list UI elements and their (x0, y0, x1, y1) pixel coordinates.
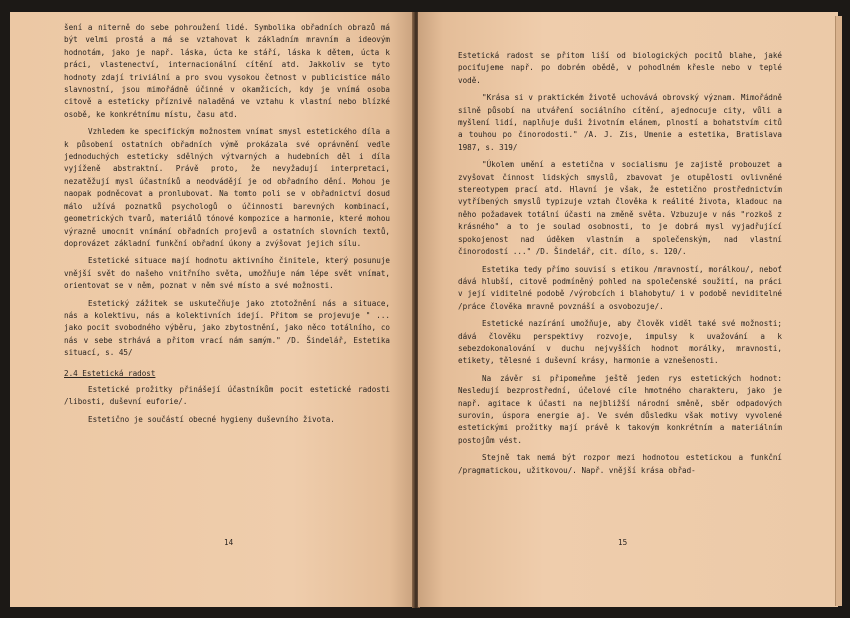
right-page (418, 12, 838, 607)
left-paragraph-6: Estetično je součástí obecné hygieny duševního života. (88, 414, 335, 424)
right-paragraph-5: Estetické nazírání umožňuje, aby člověk viděl také své možnosti; dává člověku perspektivy rozvoje, impulsy k uvažování a k sebezdokonalování v duchu nejvyšších hodnot morálky, mravnosti, etikety, tělesné i duševní krásy, harmonie a vznešenosti. (458, 319, 782, 366)
right-paragraph-3: "Úkolem umění a estetična v socialismu je zajistě probouzet a zvyšovat činnost lidských smyslů, zbavovat je otupělosti ovlivněné stereotypem prací atd. Hlavní je však, že estetično prostřednictvím vytříbených smyslů typizuje vztah člověka k reálité života, kladouc na něho požadavek totální účasti na změně světa. Vzbuzuje v nás "rozkoš z krásného" a to je soulad osobnosti, to je dobrá mysl vyjadřující spokojenost nad úděkem vlastním a společenským, nad vlastní činorodostí ..." /D. Šindelář, cit. dílo, s. 120/. (458, 160, 782, 257)
right-paragraph-2: "Krása si v praktickém životě uchovává obrovský význam. Mimořádně silně působí na utváření sociálního cítění, ajednocuje city, vůli a myšlení lidí, naplňuje duši životním elánem, plností a bohatstvím citů a touhou po činorodosti." /A. J. Zis, Umenie a estetika, Bratislava 1987, s. 319/ (458, 93, 782, 152)
right-paragraph-4: Estetika tedy přímo souvisí s etikou /mravností, morálkou/, neboť dává hlubší, citově podmíněný pohled na společenské soužití, na práci v její viditelné podobě /výrobcích i blahobytu/ i v podobě neviditelné /práce člověka mravně povznáší a osvobozuje/. (458, 264, 782, 311)
left-page (10, 12, 414, 607)
section-heading: 2.4 Estetická radost (64, 368, 156, 378)
left-paragraph-5: Estetické prožitky přinášejí účastníkům pocit estetické radosti /libosti, duševní euforie/. (64, 384, 390, 407)
left-paragraph-3: Estetické situace mají hodnotu aktivního činitele, který posunuje vnější svět do našeho vnitřního světa, umožňuje nám lépe svět vnímat, orientovat se v něm, poznat v něm své místo a své možnosti. (64, 256, 390, 291)
page-number-left: 14 (224, 537, 234, 547)
page-number-right: 15 (618, 537, 628, 547)
left-paragraph-1: šení a niterně do sebe pohroužení lidé. Symbolika obřadních obrazů má být velmi prostá a má se vztahovat k základním mravním a ideovým hodnotám, jako je např. láska, úcta ke stáří, láska k dětem, úcta k práci, vlastenectví, internacionální cítění atd. Jakkoliv se tyto hodnoty zdají triviální a pro svou vysokou četnost v publicistice málo slavnostní, jsou mimořádně účinné v okamžicích, kdy je vnímá osoba citově a esteticky příznivě naladěná ve vztahu k vlastní nebo blízké osobě, ke konkrétnímu místu, času atd. (64, 23, 390, 119)
left-paragraph-4: Estetický zážitek se uskutečňuje jako ztotožnění nás a situace, nás a kolektivu, nás a kolektivních idejí. Přitom se projevuje " ... jako pocit svobodného výběru, jako zbytostnění, jako něco totálního, co nás v sebe strhává a přitom vrací nám samým." /D. Šindelář, Estetika situací, s. 45/ (64, 298, 390, 358)
right-paragraph-6: Na závěr si připomeňme ještě jeden rys estetických hodnot: Nesledují bezprostřední, účelové cíle hmotného charakteru, jako je např. agitace k účasti na nejbližší národní směně, sběr odpadových surovin, úspora energie aj. Ve svém důsledku však motivy vyvolené estetickými prožitky mají právě k takovým konkrétním a materiálním postojům vést. (458, 373, 782, 445)
book-spread (10, 12, 840, 612)
right-paragraph-1: Estetická radost se přitom liší od biologických pocitů blahe, jaké pociťujeme např. po dobrém obědě, v pohodlném křesle nebo v teplé vodě. (458, 51, 782, 85)
left-paragraph-2: Vzhledem ke specifickým možnostem vnímat smysl estetického díla a k působení ostatních obřadních výmě prokázala své oprávnění vedle jednoduchých esteticky sdělných výtvarných a hudebních děl i díla vyjíženě abstraktní. Právě proto, že nevyžadují interpretaci, nezatěžují mysl účastníků a neodvádějí je od obřadního dění. Mohou je naopak podněcovat a pronlubovat. Na tomto poli se v obřadnictví dosud málo užívá poznatků psychologů o účinnosti barevných kombinací, geometrických tvarů, materiálů tónové kompozice a harmonie, které mohou výrazně umocnit vnímání obřadních projevů a ostatních slovních textů, doprovázet základní funkční obřadní úkony a zvýšovat jejich sílu. (64, 127, 390, 248)
right-paragraph-7: Stejně tak nemá být rozpor mezi hodnotou estetickou a funkční /pragmatickou, užitkovou/. Např. vnější krása obřad- (458, 453, 782, 475)
